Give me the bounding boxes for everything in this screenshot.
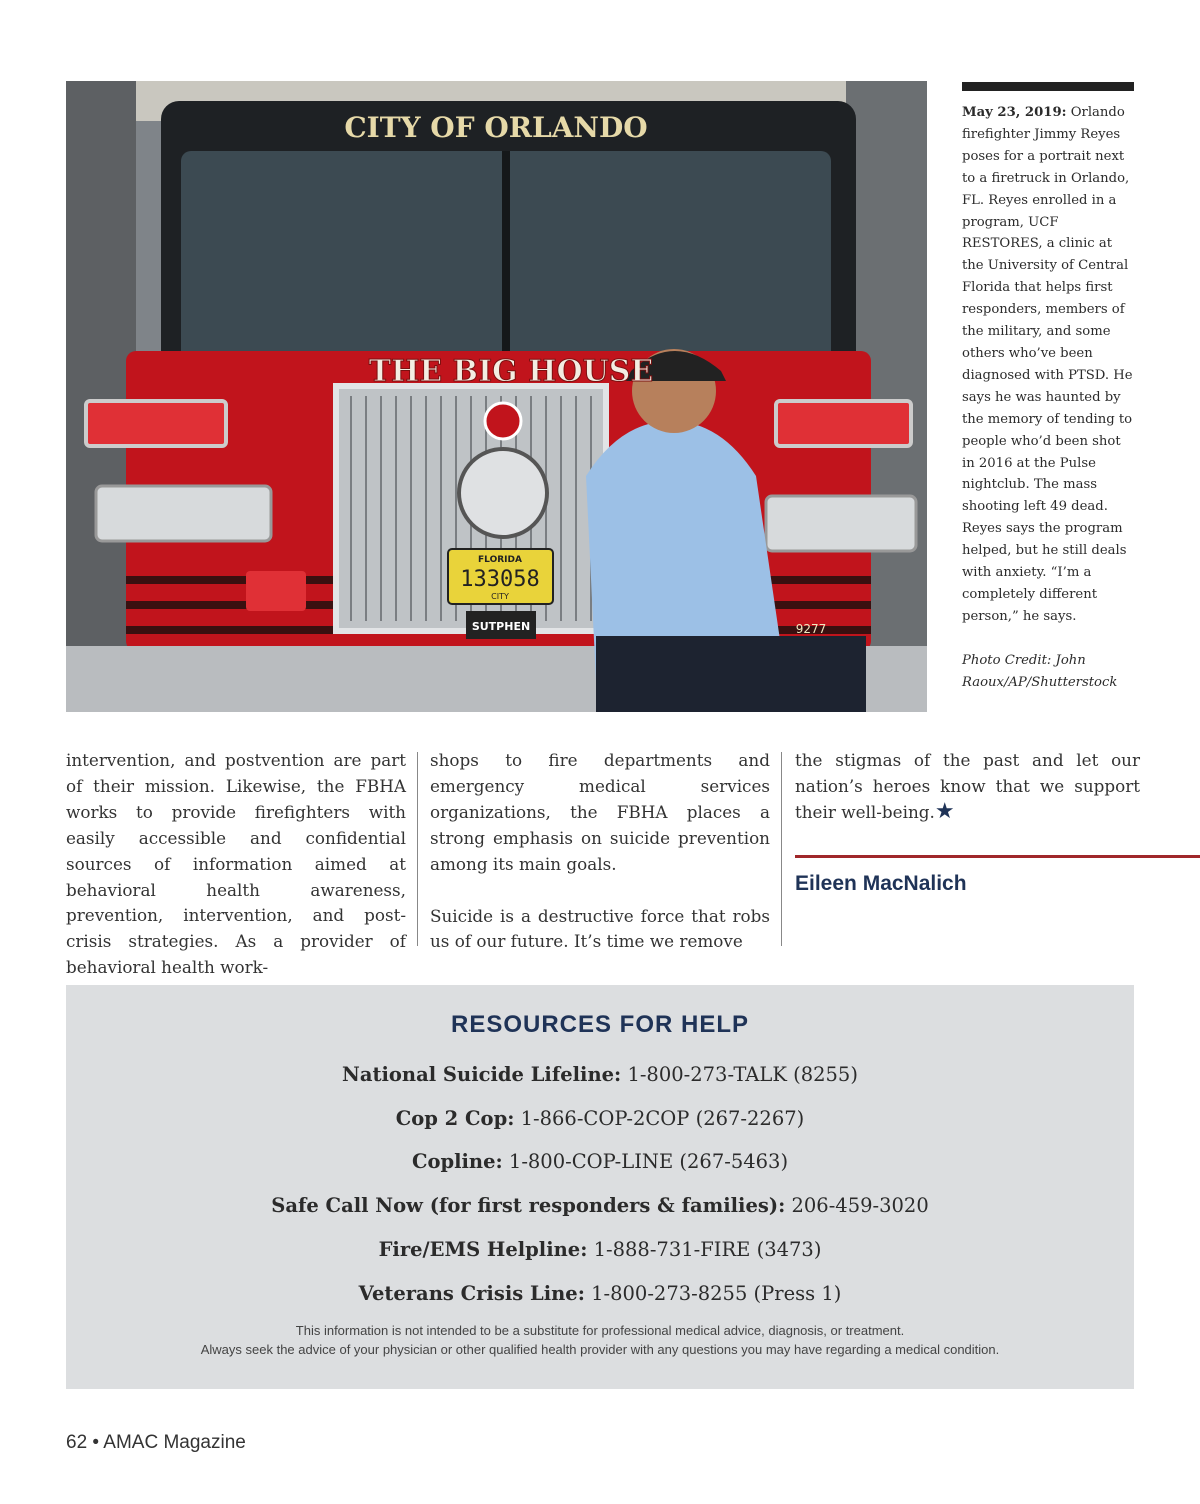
grille-badge: SUTPHEN bbox=[471, 620, 531, 633]
column-divider bbox=[781, 752, 782, 946]
resource-item: Veterans Crisis Line: 1-800-273-8255 (Press 1) bbox=[358, 1281, 842, 1305]
caption-rule bbox=[962, 82, 1134, 91]
article-column-1 bbox=[66, 748, 406, 981]
resource-item: National Suicide Lifeline: 1-800-273-TALK (8255) bbox=[342, 1063, 858, 1086]
disclaimer-line: This information is not intended to be a substitute for professional medical advice, diagnosis, or treatment. bbox=[295, 1323, 905, 1339]
article-column-2 bbox=[430, 748, 770, 955]
article-paragraph: intervention, and postvention are part of their mission. Likewise, the FBHA works to provide firefighters with easily accessible and confidential sources of information aimed at behavioral health awareness, prevention, intervention, and post-crisis strategies. As a provider of behavioral health work- bbox=[66, 750, 406, 978]
article-paragraph: Suicide is a destructive force that robs us of our future. It’s time we remove bbox=[430, 905, 770, 952]
author-rule bbox=[795, 855, 1200, 858]
unit-number: 9277 bbox=[795, 622, 827, 636]
truck-name-text: THE BIG HOUSE bbox=[368, 354, 654, 389]
resource-item: Copline: 1-800-COP-LINE (267-5463) bbox=[411, 1150, 789, 1174]
resources-title: RESOURCES FOR HELP bbox=[450, 1011, 750, 1038]
disclaimer-line: Always seek the advice of your physician or other qualified health provider with any questions you may have regarding a medical condition. bbox=[200, 1342, 1000, 1358]
resource-item: Fire/EMS Helpline: 1-888-731-FIRE (3473) bbox=[378, 1237, 822, 1261]
resources-box bbox=[66, 985, 1134, 1389]
article-paragraph: shops to fire departments and emergency medical services organizations, the FBHA places a strong emphasis on suicide prevention among its main goals. bbox=[430, 750, 770, 874]
resource-item: Safe Call Now (for first responders & families): 206-459-3020 bbox=[271, 1194, 929, 1218]
page-footer: 62 • AMAC Magazine bbox=[66, 1432, 246, 1453]
caption-date: May 23, 2019: bbox=[962, 105, 1067, 120]
firetruck-illustration bbox=[66, 81, 927, 712]
resource-item: Cop 2 Cop: 1-866-COP-2COP (267-2267) bbox=[395, 1106, 805, 1130]
photo-credit: Photo Credit: John Raoux/AP/Shutterstock bbox=[962, 652, 1118, 690]
resources-list bbox=[66, 1053, 1134, 1315]
firetruck-photo bbox=[66, 81, 927, 712]
photo-caption bbox=[962, 102, 1137, 694]
plate-state: FLORIDA bbox=[478, 555, 522, 565]
truck-city-text: CITY OF ORLANDO bbox=[344, 111, 648, 144]
medical-disclaimer bbox=[66, 1321, 1134, 1359]
author-name: Eileen MacNalich bbox=[795, 872, 967, 895]
column-divider bbox=[417, 752, 418, 946]
article-column-3 bbox=[795, 748, 1140, 826]
caption-text: Orlando firefighter Jimmy Reyes poses for a portrait next to a firetruck in Orlando, FL. Reyes enrolled in a program, UCF RESTORES, a clinic at the University of Central Florida that helps first responders, members of the military, and some others who’ve been diagnosed with PTSD. He says he was haunted by the memory of tending to people who’d been shot in 2016 at the Pulse nightclub. The mass shooting left 49 dead. Reyes says the program helped, but he still deals with anxiety. “I’m a completely different person,” he says. bbox=[962, 105, 1133, 624]
star-icon: ★ bbox=[934, 798, 955, 824]
article-paragraph: the stigmas of the past and let our nation’s heroes know that we support their well-being. bbox=[795, 750, 1140, 822]
plate-bottom: CITY bbox=[491, 592, 509, 601]
plate-number: 133058 bbox=[460, 567, 540, 592]
